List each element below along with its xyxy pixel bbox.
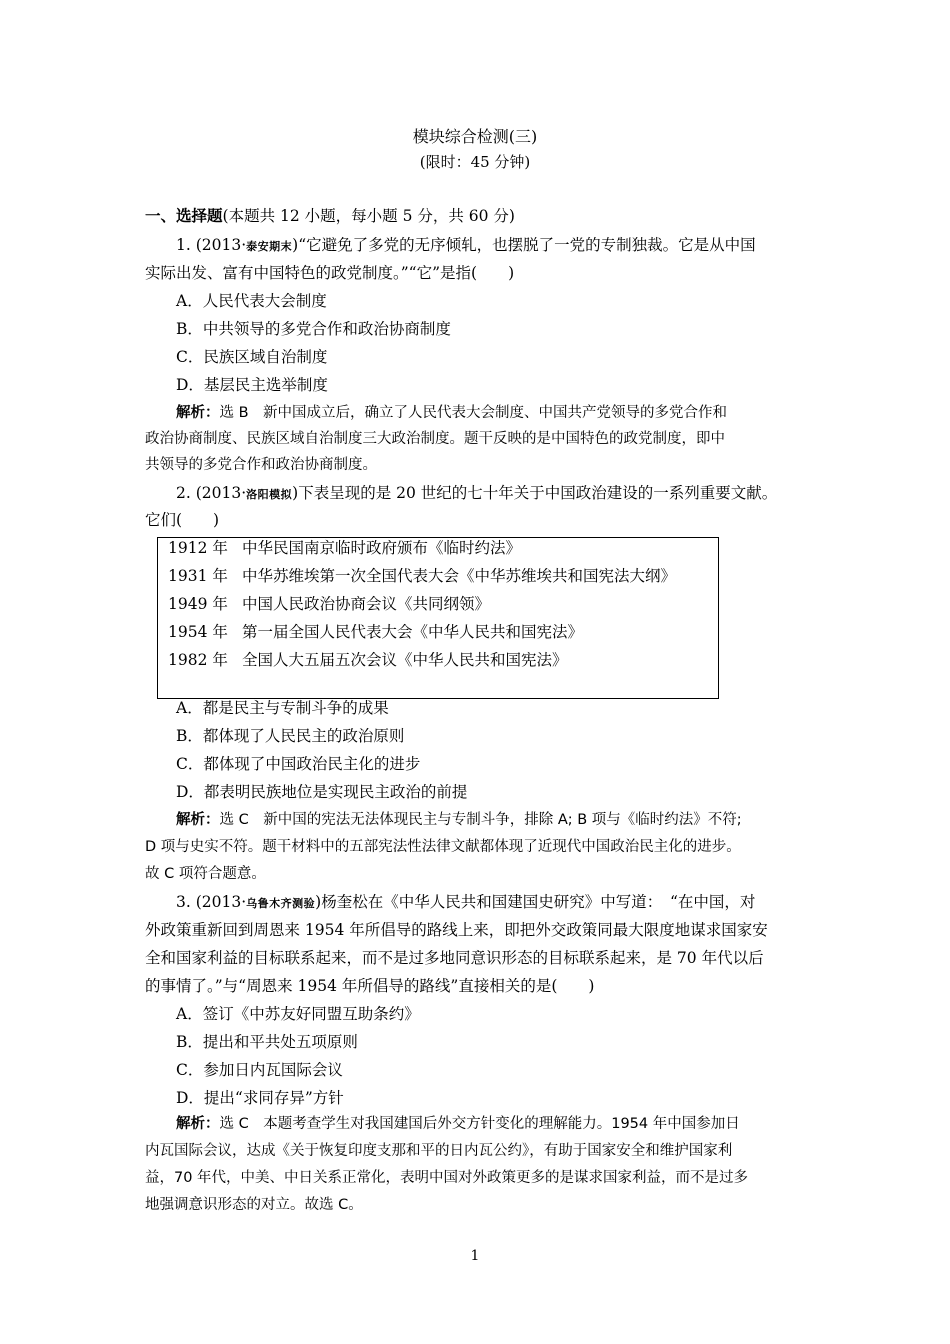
q3-text-1: )杨奎松在《中华人民共和国建国史研究》中写道： “在中国，对 <box>315 893 756 911</box>
section-title: 一、选择题 <box>145 206 223 225</box>
table-event: 中国人民政治协商会议《共同纲领》 <box>242 595 491 613</box>
q2-explanation-line-2: D 项与史实不符。题干材料中的五部宪法性法律文献都体现了近现代中国政治民主化的进步。 <box>145 839 741 855</box>
q1-option-a: A．人民代表大会制度 <box>176 292 327 310</box>
q3-stem-line-1 <box>176 892 755 914</box>
q1-explanation-line-3: 共领导的多党合作和政治协商制度。 <box>145 457 377 473</box>
q2-stem-line-2: 它们( ) <box>145 511 220 529</box>
q2-option-b: B．都体现了人民民主的政治原则 <box>176 727 405 745</box>
q2-source: 洛阳模拟 <box>246 488 293 501</box>
q2-option-d: D．都表明民族地位是实现民主政治的前提 <box>176 783 468 801</box>
table-event: 中华民国南京临时政府颁布《临时约法》 <box>242 539 522 557</box>
q2-text-1: )下表呈现的是 20 世纪的七十年关于中国政治建设的一系列重要文献。 <box>292 484 778 502</box>
q3-explanation-label: 解析： <box>176 1116 220 1132</box>
q3-stem-line-4: 的事情了。”与“周恩来 1954 年所倡导的路线”直接相关的是( ) <box>145 977 595 995</box>
q1-explanation-line-1 <box>176 403 727 423</box>
q3-source: 乌鲁木齐测验 <box>246 897 316 910</box>
q3-explanation-text-1: 选 C 本题考查学生对我国建国后外交方针变化的理解能力。1954 年中国参加日 <box>219 1116 740 1132</box>
q2-option-c: C．都体现了中国政治民主化的进步 <box>176 755 421 773</box>
table-year: 1949 年 <box>168 595 228 613</box>
q3-explanation-line-3: 益，70 年代，中美、中日关系正常化，表明中国对外政策更多的是谋求国家利益，而不是过多 <box>145 1170 749 1186</box>
table-year: 1954 年 <box>168 623 228 641</box>
table-row <box>168 594 490 614</box>
q3-option-d: D．提出“求同存异”方针 <box>176 1089 344 1107</box>
table-row <box>168 622 583 642</box>
q2-explanation-line-1 <box>176 810 742 830</box>
q2-explanation-label: 解析： <box>176 812 220 828</box>
q1-explanation-text-1: 选 B 新中国成立后，确立了人民代表大会制度、中国共产党领导的多党合作和 <box>219 405 728 421</box>
table-year: 1912 年 <box>168 539 228 557</box>
q3-option-b: B．提出和平共处五项原则 <box>176 1033 358 1051</box>
table-row <box>168 566 676 586</box>
q3-stem-line-2: 外政策重新回到周恩来 1954 年所倡导的路线上来，即把外交政策同最大限度地谋求国家安 <box>145 921 768 939</box>
q1-text-1: )“它避免了多党的无序倾轧，也摆脱了一党的专制独裁。它是从中国 <box>292 236 756 254</box>
document-title: 模块综合检测(三) <box>412 127 538 146</box>
q2-explanation-line-3: 故 C 项符合题意。 <box>145 866 266 882</box>
q1-explanation-line-2: 政治协商制度、民族区域自治制度三大政治制度。题干反映的是中国特色的政党制度，即中 <box>145 431 725 447</box>
q3-option-a: A．签订《中苏友好同盟互助条约》 <box>176 1005 420 1023</box>
page-number: 1 <box>470 1248 480 1264</box>
q1-source: 泰安期末 <box>246 240 293 253</box>
q2-document-table <box>157 537 719 699</box>
table-year: 1931 年 <box>168 567 228 585</box>
table-row <box>168 538 521 558</box>
q3-stem-line-3: 全和国家利益的目标联系起来，而不是过多地同意识形态的目标联系起来，是 70 年代以后 <box>145 949 764 967</box>
q2-option-a: A．都是民主与专制斗争的成果 <box>176 699 389 717</box>
table-event: 第一届全国人民代表大会《中华人民共和国宪法》 <box>242 623 584 641</box>
q3-explanation-line-2: 内瓦国际会议，达成《关于恢复印度支那和平的日内瓦公约》，有助于国家安全和维护国家利 <box>145 1143 733 1159</box>
q1-stem-line-1 <box>176 235 756 257</box>
q3-explanation-line-1 <box>176 1114 740 1134</box>
q2-number: 2. (2013· <box>176 484 247 502</box>
table-year: 1982 年 <box>168 651 228 669</box>
q1-stem-line-2: 实际出发、富有中国特色的政党制度。”“它”是指( ) <box>145 264 515 282</box>
section-note: (本题共 12 小题，每小题 5 分，共 60 分) <box>222 207 515 225</box>
q2-stem-line-1 <box>176 483 777 505</box>
q2-explanation-text-1: 选 C 新中国的宪法无法体现民主与专制斗争，排除 A; B 项与《临时约法》不符; <box>219 812 742 828</box>
q1-option-c: C．民族区域自治制度 <box>176 348 328 366</box>
q3-explanation-line-4: 地强调意识形态的对立。故选 C。 <box>145 1197 363 1213</box>
q1-option-b: B．中共领导的多党合作和政治协商制度 <box>176 320 451 338</box>
q1-option-d: D．基层民主选举制度 <box>176 376 328 394</box>
time-limit: (限时：45 分钟) <box>419 153 531 171</box>
q1-number: 1. (2013· <box>176 236 247 254</box>
q3-option-c: C．参加日内瓦国际会议 <box>176 1061 343 1079</box>
q3-number: 3. (2013· <box>176 893 247 911</box>
table-event: 中华苏维埃第一次全国代表大会《中华苏维埃共和国宪法大纲》 <box>242 567 677 585</box>
section-heading <box>145 206 515 226</box>
table-event: 全国人大五届五次会议《中华人民共和国宪法》 <box>242 651 568 669</box>
q1-explanation-label: 解析： <box>176 405 220 421</box>
table-row <box>168 650 568 670</box>
